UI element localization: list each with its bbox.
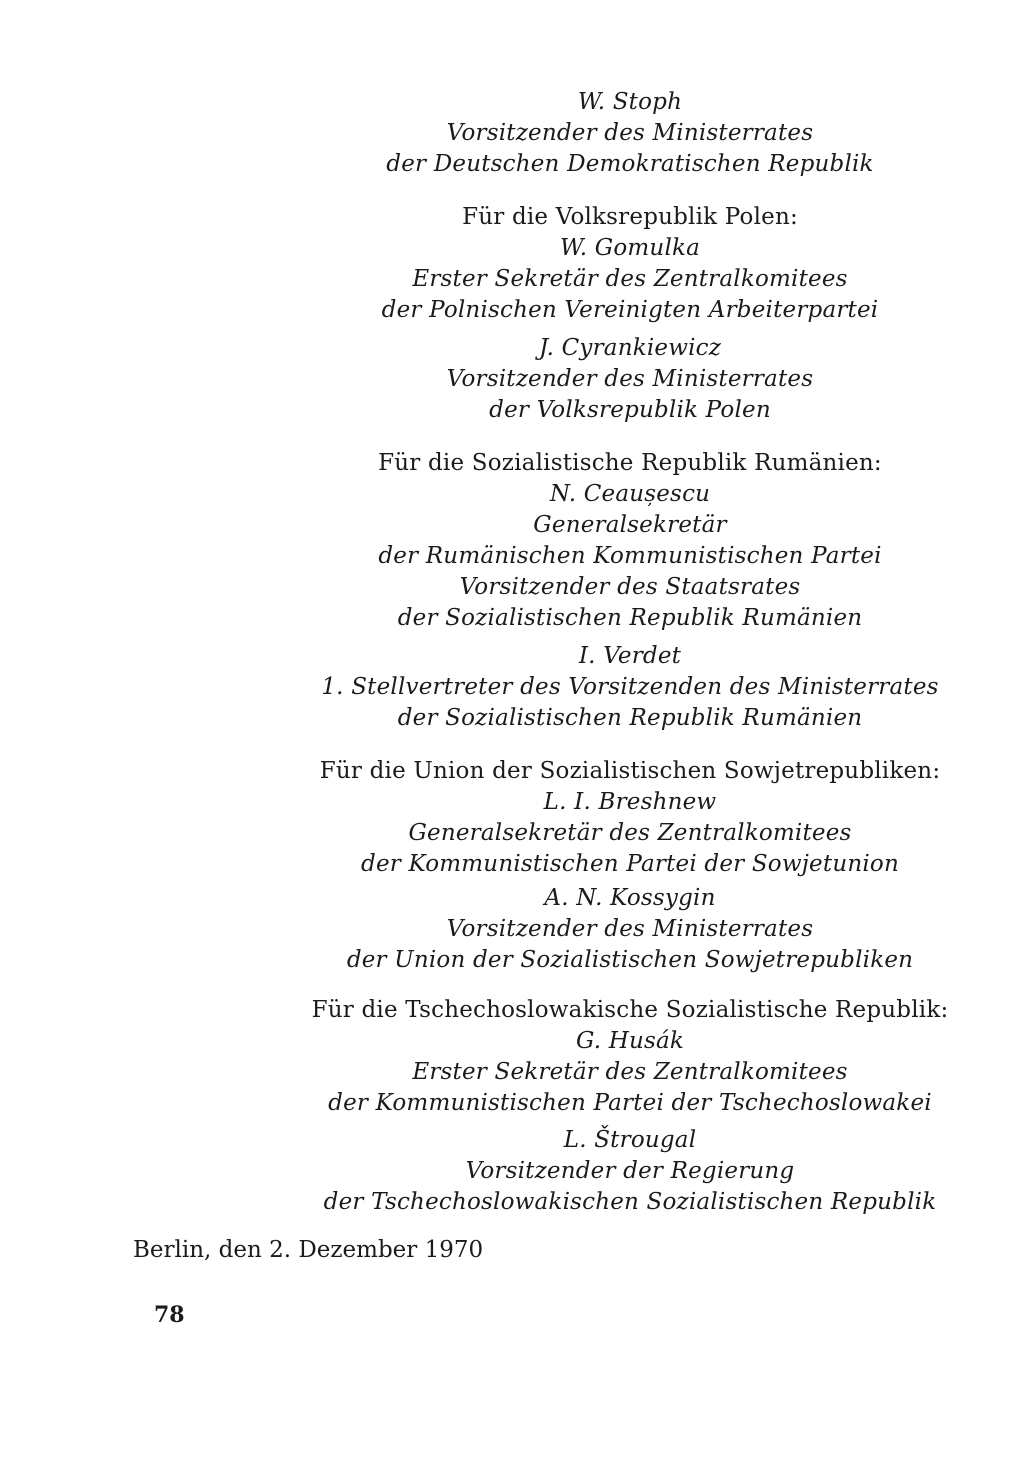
signatory-title: 1. Stellvertreter des Vorsitzenden des Ministerrates [321, 674, 939, 700]
signatory-title: Erster Sekretär des Zentralkomitees [412, 266, 848, 292]
signatory-title: Vorsitzender des Ministerrates [446, 916, 814, 942]
signatory-title: der Union der Sozialistischen Sowjetrepubliken [346, 947, 914, 973]
signatory-name: L. I. Breshnew [543, 789, 717, 815]
country-heading: Für die Sozialistische Republik Rumänien: [378, 450, 882, 476]
signatory-title: der Tschechoslowakischen Sozialistischen Republik [323, 1189, 937, 1215]
signatory-title: Vorsitzender des Ministerrates [446, 366, 814, 392]
signatory-title: der Kommunistischen Partei der Sowjetunion [361, 851, 899, 877]
signatory-name: G. Husák [575, 1028, 685, 1054]
signatory-title: Vorsitzender des Ministerrates [446, 120, 814, 146]
signatory-title: Erster Sekretär des Zentralkomitees [412, 1059, 848, 1085]
signatory-title: der Sozialistischen Republik Rumänien [397, 605, 863, 631]
signatory-name: W. Stoph [577, 89, 683, 115]
signatory-title: Generalsekretär [533, 512, 727, 538]
signatory-title: der Rumänischen Kommunistischen Partei [378, 543, 882, 569]
country-heading: Für die Tschechoslowakische Sozialistische Republik: [311, 997, 949, 1023]
signatory-title: der Kommunistischen Partei der Tschechoslowakei [328, 1090, 932, 1116]
signatory-title: der Polnischen Vereinigten Arbeiterpartei [381, 297, 879, 323]
signatory-title: der Sozialistischen Republik Rumänien [397, 705, 863, 731]
signatory-title: der Volksrepublik Polen [489, 397, 771, 423]
signatory-title: Vorsitzender der Regierung [465, 1158, 795, 1184]
place-date: Berlin, den 2. Dezember 1970 [133, 1237, 484, 1263]
country-heading: Für die Volksrepublik Polen: [462, 204, 798, 230]
signatory-name: W. Gomulka [559, 235, 701, 261]
signatory-title: Vorsitzender des Staatsrates [459, 574, 801, 600]
signatory-title: der Deutschen Demokratischen Republik [386, 151, 874, 177]
signatory-title: Generalsekretär des Zentralkomitees [408, 820, 852, 846]
country-heading: Für die Union der Sozialistischen Sowjetrepubliken: [319, 758, 941, 784]
signatory-name: J. Cyrankiewicz [538, 335, 722, 361]
signatory-name: L. Štrougal [563, 1127, 697, 1153]
signatory-name: I. Verdet [578, 643, 682, 669]
page-number: 78 [154, 1302, 185, 1328]
signatory-name: A. N. Kossygin [544, 885, 716, 911]
signatory-name: N. Ceaușescu [549, 481, 711, 507]
